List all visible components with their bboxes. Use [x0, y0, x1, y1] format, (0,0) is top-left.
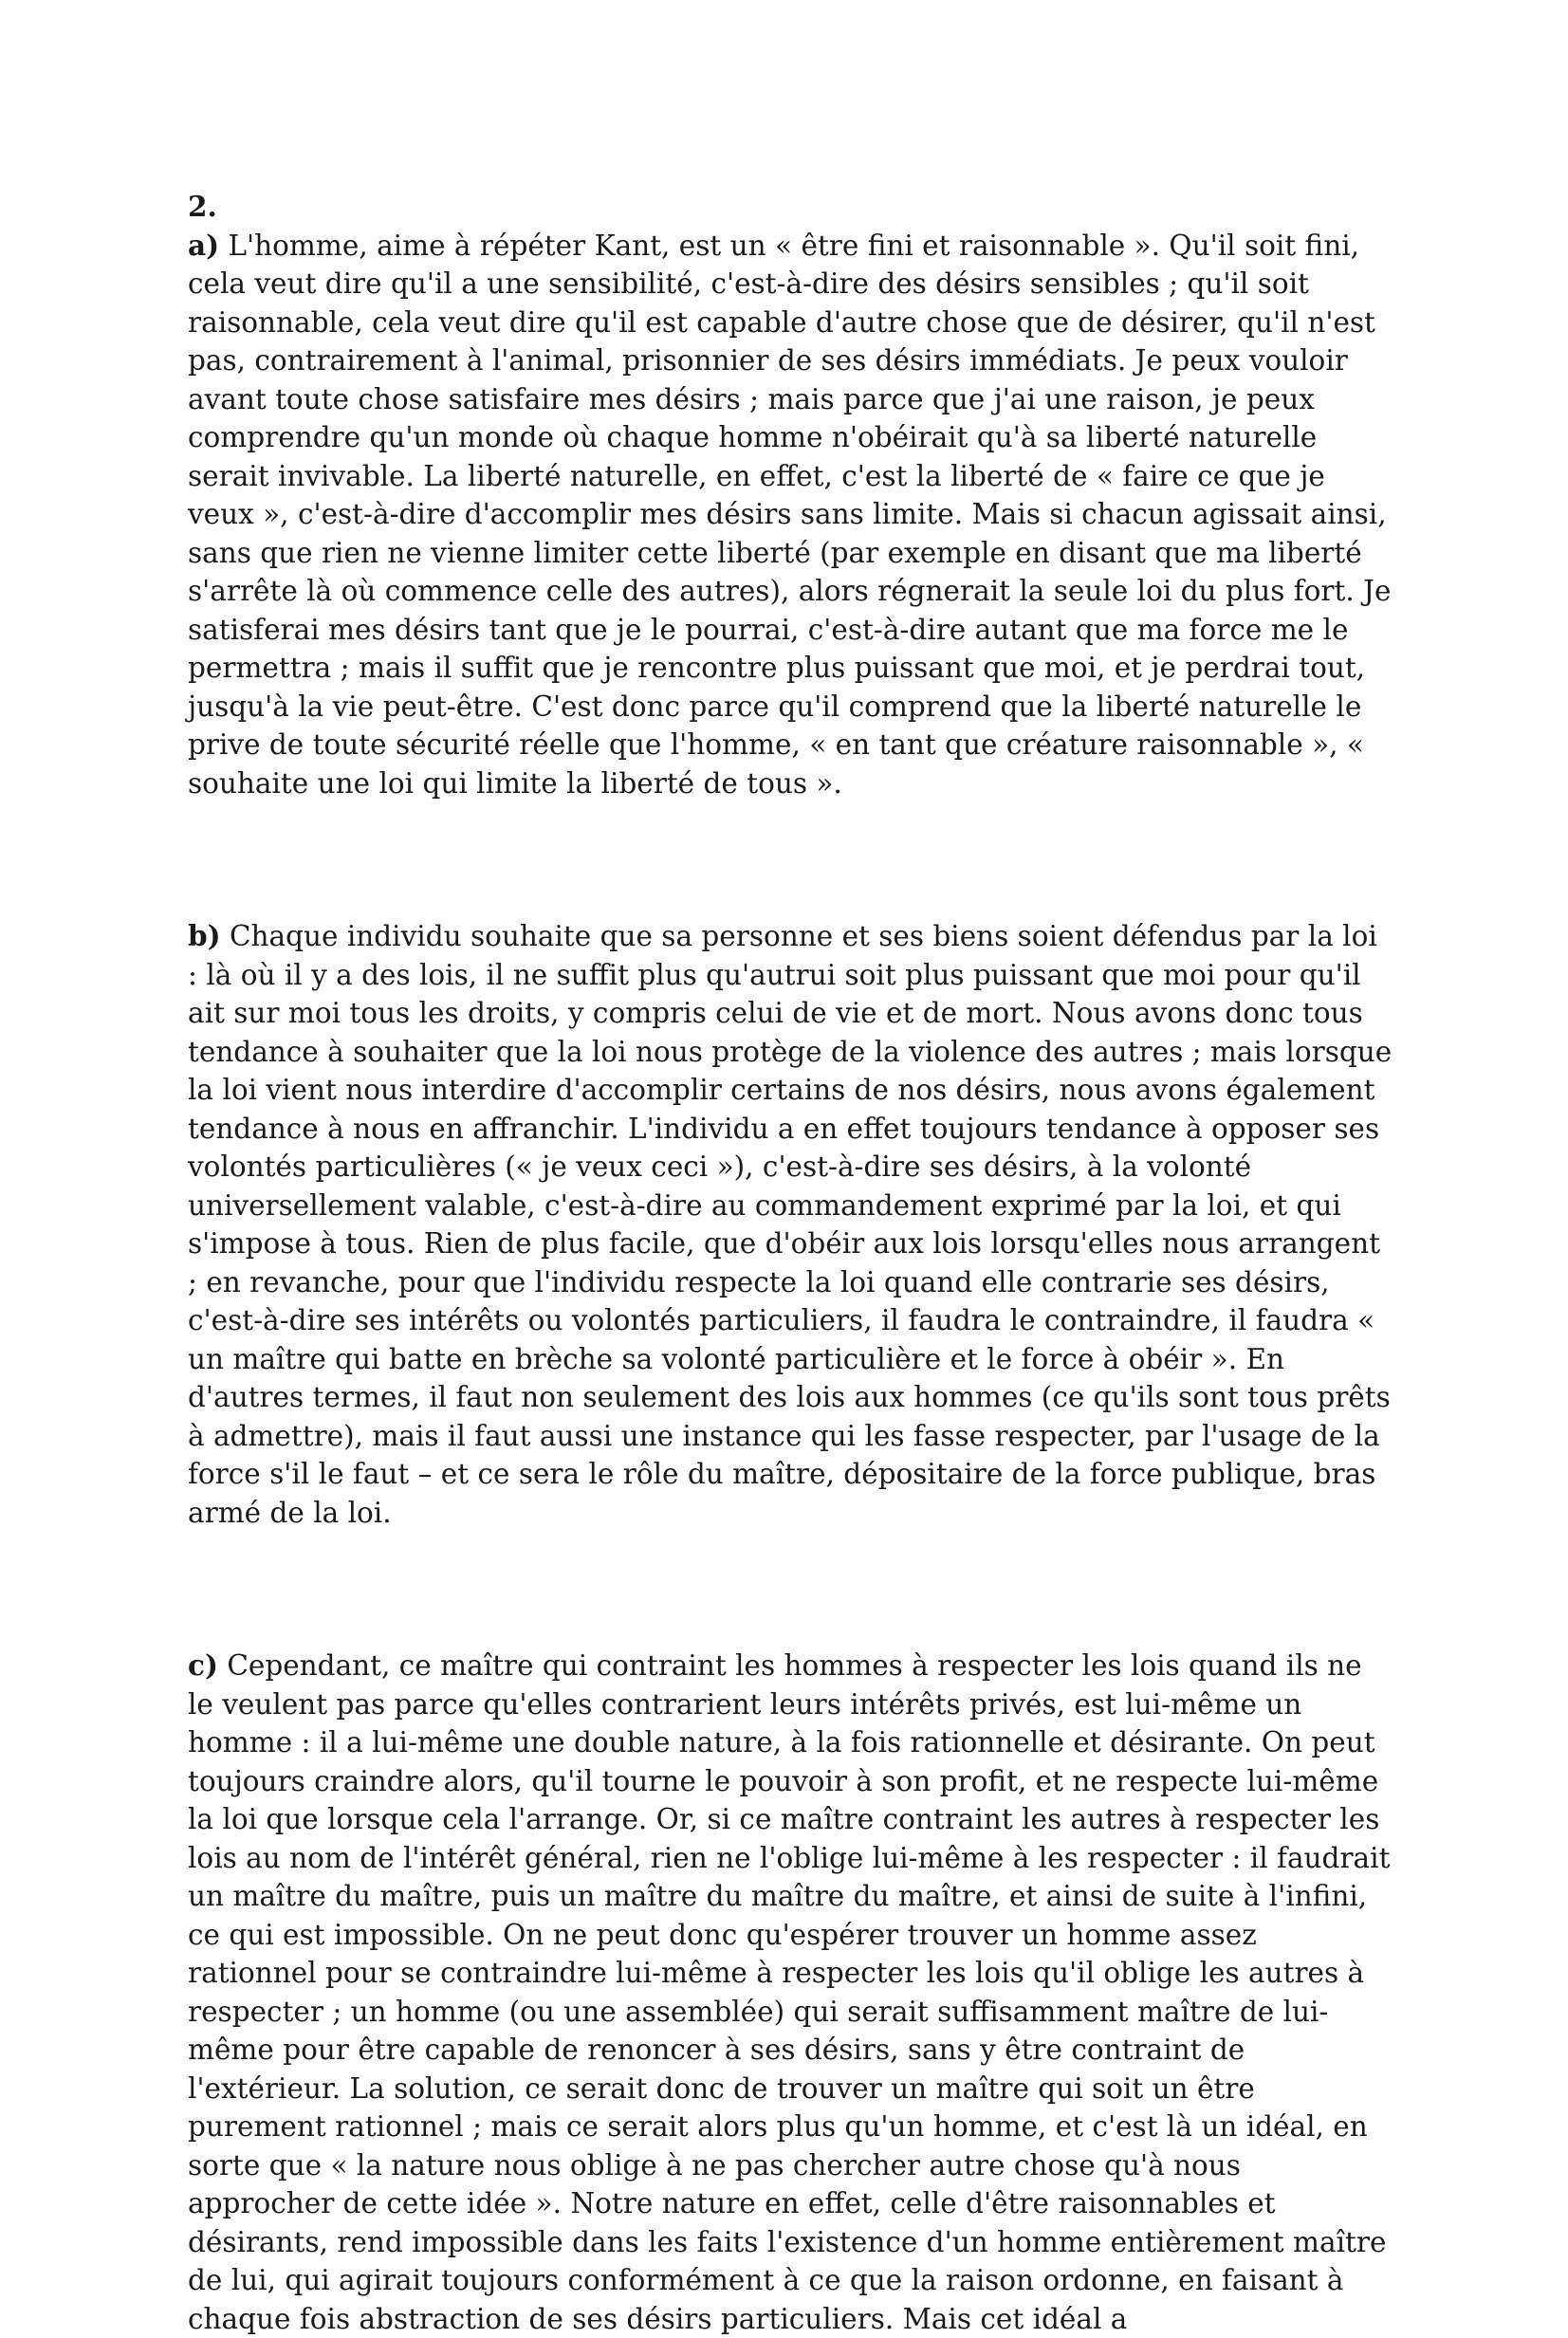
- document-page: [188, 188, 1393, 2338]
- paragraph-b: [188, 917, 1393, 1532]
- paragraph-a-text: L'homme, aime à répéter Kant, est un « être fini et raisonnable ». Qu'il soit fini, cela veut dire qu'il a une sensibilité, c'est-à-dire des désirs sensibles ; qu'il soit raisonnable, cela veut dire qu'il est capable d'autre chose que de désirer, qu'il n'est pas, contrairement à l'animal, prisonnier de ses désirs immédiats. Je peux vouloir avant toute chose satisfaire mes désirs ; mais parce que j'ai une raison, je peux comprendre qu'un monde où chaque homme n'obéirait qu'à sa liberté naturelle serait invivable. La liberté naturelle, en effet, c'est la liberté de « faire ce que je veux », c'est-à-dire d'accomplir mes désirs sans limite. Mais si chacun agissait ainsi, sans que rien ne vienne limiter cette liberté (par exemple en disant que ma liberté s'arrête là où commence celle des autres), alors régnerait la seule loi du plus fort. Je satisferai mes désirs tant que je le pourrai, c'est-à-dire autant que ma force me le permettra ; mais il suffit que je rencontre plus puissant que moi, et je perdrai tout, jusqu'à la vie peut-être. C'est donc parce qu'il comprend que la liberté naturelle le prive de toute sécurité réelle que l'homme, « en tant que créature raisonnable », « souhaite une loi qui limite la liberté de tous ».: [188, 229, 1392, 800]
- paragraph-c: [188, 1647, 1393, 2338]
- paragraph-b-label: b): [188, 919, 221, 952]
- paragraph-c-label: c): [188, 1648, 218, 1682]
- section-number: 2.: [188, 190, 217, 223]
- paragraph-b-text: Chaque individu souhaite que sa personne et ses biens soient défendus par la loi : là où il y a des lois, il ne suffit plus qu'autrui soit plus puissant que moi pour qu'il ait sur moi tous les droits, y compris celui de vie et de mort. Nous avons donc tous tendance à souhaiter que la loi nous protège de la violence des autres ; mais lorsque la loi vient nous interdire d'accomplir certains de nos désirs, nous avons également tendance à nous en affranchir. L'individu a en effet toujours tendance à opposer ses volontés particulières (« je veux ceci »), c'est-à-dire ses désirs, à la volonté universellement valable, c'est-à-dire au commandement exprimé par la loi, et qui s'impose à tous. Rien de plus facile, que d'obéir aux lois lorsqu'elles nous arrangent ; en revanche, pour que l'individu respecte la loi quand elle contrarie ses désirs, c'est-à-dire ses intérêts ou volontés particuliers, il faudra le contraindre, il faudra « un maître qui batte en brèche sa volonté particulière et le force à obéir ». En d'autres termes, il faut non seulement des lois aux hommes (ce qu'ils sont tous prêts à admettre), mais il faut aussi une instance qui les fasse respecter, par l'usage de la force s'il le faut – et ce sera le rôle du maître, dépositaire de la force publique, bras armé de la loi.: [188, 920, 1393, 1529]
- paragraph-a-label: a): [188, 228, 220, 262]
- paragraph-c-text: Cependant, ce maître qui contraint les hommes à respecter les lois quand ils ne le veulent pas parce qu'elles contrarient leurs intérêts privés, est lui-même un homme : il a lui-même une double nature, à la fois rationnelle et désirante. On peut toujours craindre alors, qu'il tourne le pouvoir à son profit, et ne respecte lui-même la loi que lorsque cela l'arrange. Or, si ce maître contraint les autres à respecter les lois au nom de l'intérêt général, rien ne l'oblige lui-même à les respecter : il faudrait un maître du maître, puis un maître du maître du maître, et ainsi de suite à l'infini, ce qui est impossible. On ne peut donc qu'espérer trouver un homme assez rationnel pour se contraindre lui-même à respecter les lois qu'il oblige les autres à respecter ; un homme (ou une assemblée) qui serait suffisamment maître de lui-même pour être capable de renoncer à ses désirs, sans y être contraint de l'extérieur. La solution, ce serait donc de trouver un maître qui soit un être purement rationnel ; mais ce serait alors plus qu'un homme, et c'est là un idéal, en sorte que « la nature nous oblige à ne pas chercher autre chose qu'à nous approcher de cette idée ». Notre nature en effet, celle d'être raisonnables et désirants, rend impossible dans les faits l'existence d'un homme entièrement maître de lui, qui agirait toujours conformément à ce que la raison ordonne, en faisant à chaque fois abstraction de ses désirs particuliers. Mais cet idéal a: [188, 1649, 1391, 2335]
- paragraph-a: [188, 227, 1393, 803]
